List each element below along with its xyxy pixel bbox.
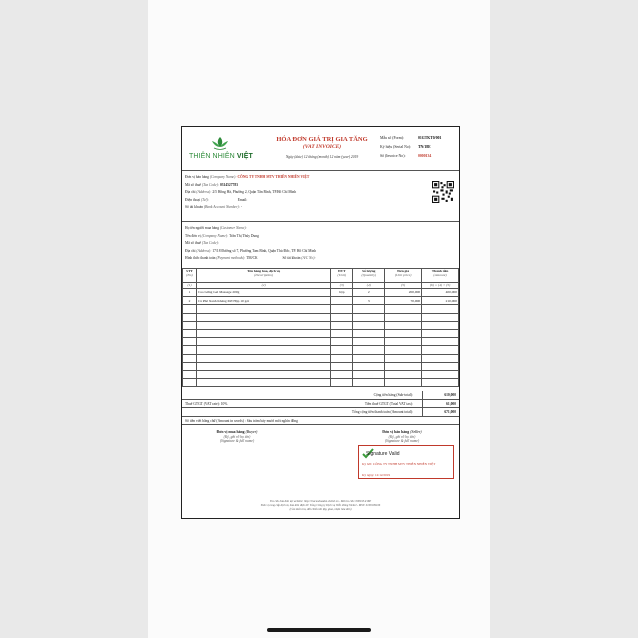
column-header: Tên hàng hóa, dịch vụ (Description) xyxy=(196,269,330,283)
buyer-unit-line: Tên đơn vị (Company Name): Trần Thị Thúy Dung xyxy=(185,233,259,238)
seller-tax-code: 0314527783 xyxy=(219,182,238,187)
column-header: Thành tiền (Amount) xyxy=(422,269,459,283)
vat-row xyxy=(182,400,459,409)
invoice-header xyxy=(182,127,459,171)
empty-row xyxy=(183,370,459,378)
qr-code-icon xyxy=(432,181,454,203)
empty-row xyxy=(183,313,459,321)
vat-label: Tiền thuế GTGT (Total VAT tax): xyxy=(364,401,413,406)
empty-row xyxy=(183,354,459,362)
table-row: 1 Cao Gừng Gel Massage 200g hộp 2 200,000 400,000 xyxy=(183,289,459,297)
buyer-tax-line: Mã số thuế (Tax Code): xyxy=(185,241,220,245)
empty-row xyxy=(183,346,459,354)
seller-bank-line: Số tài khoản (Bank Account Number): - xyxy=(185,205,243,209)
footer-line: Tra cứu hóa đơn tại website: http://tracuuhoadon.viettel.vn - Mã tra cứu: 0000134/18E xyxy=(269,499,372,503)
buyer-name-line: Họ tên người mua hàng (Customer Name): xyxy=(185,226,247,230)
empty-row xyxy=(183,305,459,313)
items-table-head xyxy=(183,269,459,289)
seller-address-line: Địa chỉ (Address): 2/5 Hồng Hà, Phường 2, Quận Tân Bình, TP.Hồ Chí Minh xyxy=(185,190,297,194)
empty-row xyxy=(183,338,459,346)
company-logo xyxy=(189,135,251,167)
buyer-payment-line: Hình thức thanh toán (Payment methods): TM/CK Số tài khoản (A/C No): xyxy=(185,256,316,260)
buyer-signature: Đơn vị mua hàng (Buyer) (Ký, ghi rõ họ tên) (Signature & full name) xyxy=(216,430,258,444)
empty-row xyxy=(183,379,459,387)
digital-signature-box xyxy=(358,445,454,479)
buyer-address-line: Địa chỉ (Address): 17/18 Đường số 7, Phường Tam Bình, Quận Thủ Đức, TP. Hồ Chí Minh xyxy=(185,248,317,253)
vat-rate: Thuế GTGT (VAT rate): 10% xyxy=(185,401,228,406)
column-header: Đơn giá (Unit price) xyxy=(385,269,422,283)
footer-line: (Cần kiểm tra, đối chiếu khi lập, giao, nhận hóa đơn) xyxy=(289,507,352,512)
table-row: 2 Cà Phê Xanh Kháng Mỡ Hộp 10 gói 3 70,000 210,000 xyxy=(183,297,459,305)
signature-valid-text: Signature Valid xyxy=(366,451,400,457)
invoice-footer xyxy=(192,499,449,511)
column-header: Số lượng (Quantity) xyxy=(353,269,385,283)
column-number: (5) xyxy=(385,283,422,289)
left-margin xyxy=(0,0,148,638)
column-header: ĐVT (Unit) xyxy=(331,269,353,283)
signed-by: Ký bởi: CÔNG TY TNHH MTV THIÊN NHIÊN VIỆT xyxy=(362,462,436,466)
items-table xyxy=(182,268,459,387)
column-number: (3) xyxy=(331,283,353,289)
leaf-logo-icon xyxy=(209,135,231,151)
total-label: Tổng cộng tiền thanh toán (Amount total): xyxy=(351,410,413,414)
invoice-subtitle: (VAT INVOICE) xyxy=(302,144,342,150)
home-indicator[interactable] xyxy=(267,628,371,632)
seller-tax-line: Mã số thuế (Tax Code): 0314527783 xyxy=(185,182,238,187)
seller-name-line: Đơn vị bán hàng (Company Name): CÔNG TY TNHH MTV THIÊN NHIÊN VIỆT xyxy=(185,175,310,179)
empty-row xyxy=(183,329,459,337)
total-value: 671,000 xyxy=(444,410,456,414)
footer-line: Đơn vị cung cấp dịch vụ hóa đơn điện tử: Tổng Công ty Dịch vụ Viễn thông Viettel - MST: 0100109106 xyxy=(260,503,381,508)
subtotal-row xyxy=(182,391,459,400)
total-row xyxy=(182,408,459,417)
meta-row: Số (Invoice No): 0000134 xyxy=(380,154,432,158)
empty-row xyxy=(183,321,459,329)
subtotal-value: 610,000 xyxy=(444,393,456,397)
invoice-date: Ngày (date) 12 tháng (month) 12 năm (year) 2019 xyxy=(285,155,359,159)
empty-row xyxy=(183,362,459,370)
meta-row: Mẫu số (Form): 01GTKT0/001 xyxy=(380,136,442,140)
subtotal-label: Cộng tiền hàng (Sub-total): xyxy=(373,393,413,397)
meta-row: Ký hiệu (Serial No): TN/18E xyxy=(380,145,431,149)
vat-invoice xyxy=(181,126,460,519)
buyer-section xyxy=(182,223,459,267)
column-number: (6) = (4) × (5) xyxy=(422,283,459,289)
invoice-meta xyxy=(380,136,458,163)
seller-name: CÔNG TY TNHH MTV THIÊN NHIÊN VIỆT xyxy=(237,175,310,179)
logo-text: THIÊN NHIÊN VIỆT xyxy=(189,153,253,160)
invoice-title: HÓA ĐƠN GIÁ TRỊ GIA TĂNG xyxy=(276,136,368,143)
totals-section xyxy=(182,391,459,417)
signed-date: Ký ngày: 12/12/2019 xyxy=(362,473,391,477)
column-number: (1) xyxy=(183,283,197,289)
items-table-body xyxy=(183,289,459,387)
right-margin xyxy=(490,0,638,638)
seller-section xyxy=(182,172,459,222)
column-header: STT (No) xyxy=(183,269,197,283)
amount-in-words: Số tiền viết bằng chữ (Amount in words) : Sáu trăm bảy mươi mốt nghìn đồng xyxy=(182,417,459,425)
vat-value: 61,000 xyxy=(446,401,456,406)
column-number: (4) xyxy=(353,283,385,289)
seller-contact-line: Điện thoại (Tel): Email: xyxy=(185,197,248,202)
seller-signature: Đơn vị bán hàng (Seller) (Ký, ghi rõ họ tên) (Signature & full name) xyxy=(382,430,422,444)
column-number: (2) xyxy=(196,283,330,289)
